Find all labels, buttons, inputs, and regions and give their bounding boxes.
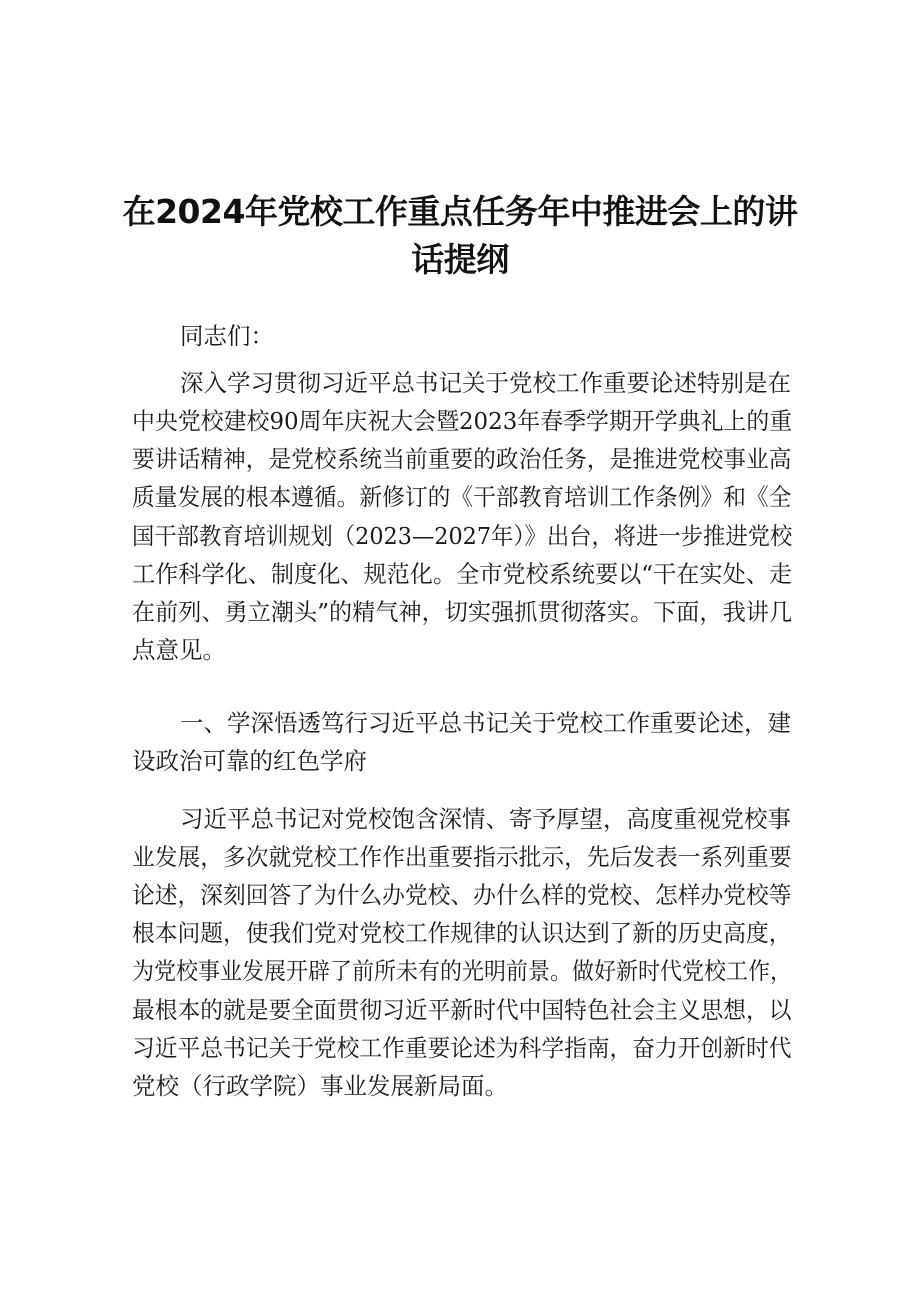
paragraph-line: 根本问题，使我们党对党校工作规律的认识达到了新的历史高度， <box>132 919 792 947</box>
paragraph-line: 国干部教育培训规划（2023—2027年）》出台，将进一步推进党校 <box>132 522 793 550</box>
paragraph-line: 习近平总书记对党校饱含深情、寄予厚望，高度重视党校事 <box>180 805 791 833</box>
paragraph-line: 论述，深刻回答了为什么办党校、办什么样的党校、怎样办党校等 <box>132 881 792 909</box>
paragraph-line: 党校（行政学院）事业发展新局面。 <box>132 1072 508 1100</box>
paragraph-line: 在前列、勇立潮头”的精气神，切实强抓贯彻落实。下面，我讲几 <box>132 598 793 626</box>
paragraph-line: 最根本的就是要全面贯彻习近平新时代中国特色社会主义思想，以 <box>132 996 792 1024</box>
document-title <box>110 188 810 284</box>
salutation: 同志们： <box>180 322 274 350</box>
paragraph-line: 工作科学化、制度化、规范化。全市党校系统要以“干在实处、走 <box>132 560 793 588</box>
title-line-1: 在2024年党校工作重点任务年中推进会上的讲 <box>122 192 798 231</box>
paragraph-line: 为党校事业发展开辟了前所未有的光明前景。做好新时代党校工作， <box>132 957 793 985</box>
section-heading-line: 一、学深悟透笃行习近平总书记关于党校工作重要论述，建 <box>180 709 791 737</box>
paragraph-line: 要讲话精神，是党校系统当前重要的政治任务，是推进党校事业高 <box>132 445 792 473</box>
paragraph-line: 中央党校建校90周年庆祝大会暨2023年春季学期开学典礼上的重 <box>132 407 793 435</box>
paragraph-line: 质量发展的根本遵循。新修订的《干部教育培训工作条例》和《全 <box>132 483 792 511</box>
paragraph-line: 业发展，多次就党校工作作出重要指示批示，先后发表一系列重要 <box>132 843 792 871</box>
paragraph-line: 点意见。 <box>132 636 226 664</box>
paragraph-line: 习近平总书记关于党校工作重要论述为科学指南，奋力开创新时代 <box>132 1034 792 1062</box>
title-line-2: 话提纲 <box>411 240 509 279</box>
section-heading-line: 设政治可靠的红色学府 <box>132 747 367 775</box>
paragraph-line: 深入学习贯彻习近平总书记关于党校工作重要论述特别是在 <box>180 369 791 397</box>
